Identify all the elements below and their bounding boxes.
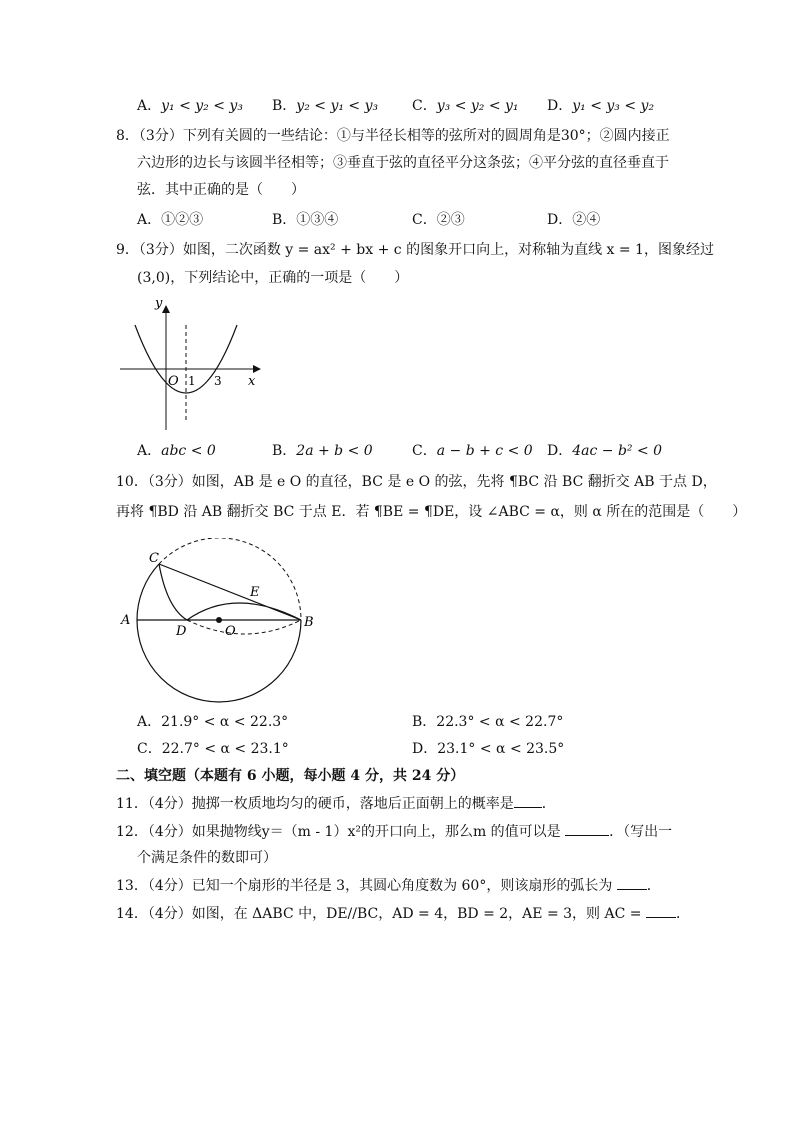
q10-circle-upper-dashed <box>159 538 301 620</box>
q11-text: 11．（4分）抛掷一枚质地均匀的硬币，落地后正面朝上的概率是 <box>116 796 514 812</box>
q10-label-c: C <box>149 551 159 566</box>
q10-center-dot <box>216 617 222 623</box>
q13-answer-blank[interactable] <box>617 875 647 890</box>
q9-label-y: y <box>155 296 163 311</box>
q10-circle-figure <box>115 538 325 710</box>
q10-option-a: A．21.9° < α < 22.3° <box>137 714 289 730</box>
q14-answer-blank[interactable] <box>646 903 676 918</box>
q9-parabola-figure <box>115 295 270 435</box>
q10-folded-arc-cd <box>159 564 187 620</box>
q9-option-a: A．abc < 0 <box>137 443 216 459</box>
q10-label-d: D <box>176 624 187 639</box>
q8-option-d: D．②④ <box>547 212 601 228</box>
q12-after: ．（写出一 <box>609 824 673 840</box>
q10-line-2: 再将 ¶BD 沿 AB 翻折交 BC 于点 E．若 ¶BE = ¶DE，设 ∠ABC = α，则 α 所在的范围是（ ） <box>116 504 747 520</box>
q14-end: ． <box>675 906 690 922</box>
q10-folded-arc-db <box>187 603 301 620</box>
q8-line-2: 六边形的边长与该圆半径相等；③垂直于弦的直径平分这条弦；④平分弦的直径垂直于 <box>137 155 669 171</box>
q8-option-b: B．①③④ <box>272 212 339 228</box>
section-2-heading: 二、填空题（本题有 6 小题，每小题 4 分，共 24 分） <box>116 768 465 784</box>
q7-option-b: B．y₂ < y₁ < y₃ <box>272 98 379 114</box>
q9-label-x: x <box>248 374 256 389</box>
q9-y-arrow-icon <box>162 305 170 313</box>
q10-circle-lower-arc <box>137 620 301 702</box>
q11-line <box>116 793 556 814</box>
q8-line-1: 8．（3分）下列有关圆的一些结论：①与半径长相等的弦所对的圆周角是30°；②圆内接正 <box>116 128 670 144</box>
q7-option-c: C．y₃ < y₂ < y₁ <box>412 98 519 114</box>
q10-label-a: A <box>121 613 131 628</box>
q8-option-a: A．①②③ <box>137 212 204 228</box>
q12-text: 12．（4分）如果抛物线y＝（m - 1）x²的开口向上，那么m 的值可以是 <box>116 824 566 840</box>
q13-line <box>116 875 661 896</box>
q10-option-c: C．22.7° < α < 23.1° <box>137 741 289 757</box>
q10-label-o: O <box>225 624 236 639</box>
q7-option-a: A．y₁ < y₂ < y₃ <box>137 98 243 114</box>
q14-text: 14．（4分）如图，在 ΔABC 中，DE//BC，AD = 4，BD = 2，AE = 3，则 AC = <box>116 906 646 922</box>
q9-label-one: 1 <box>188 374 196 388</box>
q8-option-c: C．②③ <box>412 212 465 228</box>
q10-option-d: D．23.1° < α < 23.5° <box>412 741 565 757</box>
q14-line <box>116 903 690 924</box>
q10-label-b: B <box>304 615 314 630</box>
q7-option-d: D．y₁ < y₃ < y₂ <box>547 98 655 114</box>
q9-option-d: D．4ac − b² < 0 <box>547 443 663 459</box>
q10-dashed-arc-db <box>187 620 301 634</box>
q10-option-b: B．22.3° < α < 22.7° <box>412 714 564 730</box>
q10-circle-upper-left-arc <box>137 564 159 620</box>
q9-line-2: (3,0)，下列结论中，正确的一项是（ ） <box>137 270 409 286</box>
q11-answer-blank[interactable] <box>514 793 542 808</box>
q12-answer-blank[interactable] <box>565 821 609 836</box>
q9-option-b: B．2a + b < 0 <box>272 443 373 459</box>
q10-line-1: 10．（3分）如图，AB 是 e O 的直径，BC 是 e O 的弦，先将 ¶BC 沿 BC 翻折交 AB 于点 D， <box>116 474 717 490</box>
q13-end: ． <box>646 878 661 894</box>
q11-end: ． <box>541 796 556 812</box>
q12-line-1 <box>116 821 672 842</box>
q9-x-arrow-icon <box>253 365 261 373</box>
q9-label-origin: O <box>168 374 179 389</box>
q9-line-1: 9．（3分）如图，二次函数 y = ax² + bx + c 的图象开口向上，对称轴为直线 x = 1，图象经过 <box>116 242 714 258</box>
q8-line-3: 弦．其中正确的是（ ） <box>137 182 305 198</box>
q10-label-e: E <box>250 585 260 600</box>
q13-text: 13．（4分）已知一个扇形的半径是 3，其圆心角度数为 60°，则该扇形的弧长为 <box>116 878 617 894</box>
q9-label-three: 3 <box>214 374 222 388</box>
q12-line-2: 个满足条件的数即可） <box>137 850 277 866</box>
q10-chord-bc <box>159 564 301 620</box>
q9-option-c: C．a − b + c < 0 <box>412 443 533 459</box>
